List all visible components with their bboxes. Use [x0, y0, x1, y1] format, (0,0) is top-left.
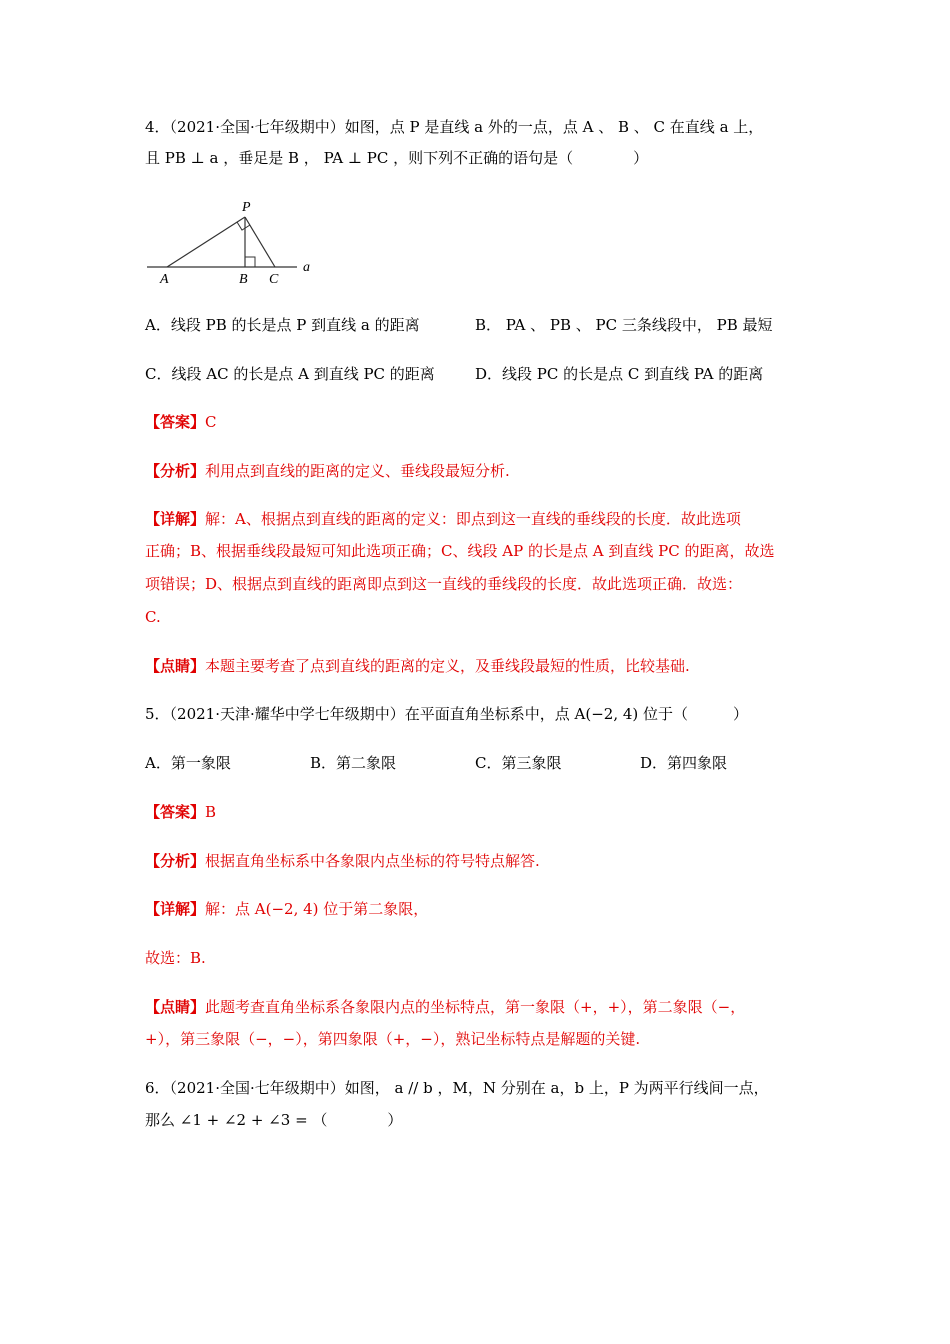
q5-detail-line2: 故选：B. — [145, 949, 206, 967]
q5-analysis — [145, 851, 540, 871]
q5-detail-line1 — [145, 899, 428, 919]
q4-option-d: D．线段 PC 的长是点 C 到直线 PA 的距离 — [475, 365, 764, 383]
segment-pa — [167, 217, 245, 267]
label-p: P — [242, 200, 251, 215]
q4-stem-line1: 4．（2021·全国·七年级期中）如图，点 P 是直线 a 外的一点，点 A 、 B 、 C 在直线 a 上， — [145, 118, 764, 136]
q4-answer-value: C — [205, 413, 217, 431]
q4-detail-line1 — [145, 509, 741, 529]
q4-option-a: A．线段 PB 的长是点 P 到直线 a 的距离 — [145, 316, 420, 334]
label-c: C — [269, 272, 279, 287]
q5-answer-tag: 【答案】 — [145, 803, 206, 821]
q4-detail-line4: C. — [145, 608, 161, 626]
q5-option-b: B．第二象限 — [310, 754, 397, 772]
label-b: B — [239, 272, 248, 287]
q4-answer-tag: 【答案】 — [145, 413, 206, 431]
q4-stem-line2: 且 PB ⊥ a ，垂足是 B ， PA ⊥ PC ，则下列不正确的语句是（ ） — [145, 149, 649, 167]
q4-comment-tag: 【点睛】 — [145, 657, 206, 675]
q5-option-c: C．第三象限 — [475, 754, 562, 772]
q4-detail-text1: 解：A、根据点到直线的距离的定义：即点到这一直线的垂线段的长度．故此选项 — [205, 510, 741, 528]
q5-comment-tag: 【点睛】 — [145, 998, 206, 1016]
q5-comment-text1: 此题考查直角坐标系各象限内点的坐标特点，第一象限（+，+），第二象限（−， — [205, 998, 746, 1016]
q5-comment-line1 — [145, 997, 745, 1017]
q5-comment-line2: +），第三象限（−，−），第四象限（+，−），熟记坐标特点是解题的关键. — [145, 1030, 641, 1048]
segment-pc — [245, 217, 275, 267]
q4-analysis — [145, 461, 510, 481]
q6-stem-line1: 6．（2021·全国·七年级期中）如图， a // b ，M，N 分别在 a，b 上，P 为两平行线间一点， — [145, 1079, 769, 1097]
q4-option-c: C．线段 AC 的长是点 A 到直线 PC 的距离 — [145, 365, 435, 383]
q5-detail-text1: 解：点 A(−2, 4) 位于第二象限， — [205, 900, 429, 918]
q4-option-b: B． PA 、 PB 、 PC 三条线段中， PB 最短 — [475, 316, 773, 334]
q4-answer — [145, 412, 217, 432]
q4-detail-tag: 【详解】 — [145, 510, 206, 528]
q5-stem: 5．（2021·天津·耀华中学七年级期中）在平面直角坐标系中，点 A(−2, 4) 位于（ ） — [145, 705, 749, 723]
q5-analysis-text: 根据直角坐标系中各象限内点坐标的符号特点解答. — [205, 852, 540, 870]
q5-analysis-tag: 【分析】 — [145, 852, 206, 870]
q5-option-d: D．第四象限 — [640, 754, 728, 772]
q4-detail-line2: 正确；B、根据垂线段最短可知此选项正确；C、线段 AP 的长是点 A 到直线 PC 的距离，故选 — [145, 542, 775, 560]
q4-analysis-text: 利用点到直线的距离的定义、垂线段最短分析. — [205, 462, 510, 480]
q5-detail-tag: 【详解】 — [145, 900, 206, 918]
q5-option-a: A．第一象限 — [145, 754, 231, 772]
q4-analysis-tag: 【分析】 — [145, 462, 206, 480]
label-line-a: a — [303, 260, 310, 275]
label-a: A — [160, 272, 169, 287]
q4-detail-line3: 项错误；D、根据点到直线的距离即点到这一直线的垂线段的长度．故此选项正确．故选： — [145, 575, 743, 593]
q4-figure — [145, 195, 345, 290]
q5-answer — [145, 802, 216, 822]
q4-comment-text: 本题主要考查了点到直线的距离的定义，及垂线段最短的性质，比较基础. — [205, 657, 690, 675]
q4-comment — [145, 656, 690, 676]
right-angle-b — [245, 257, 255, 267]
q6-stem-line2: 那么 ∠1 + ∠2 + ∠3 = （ ） — [145, 1111, 403, 1129]
q5-answer-value: B — [205, 803, 217, 821]
